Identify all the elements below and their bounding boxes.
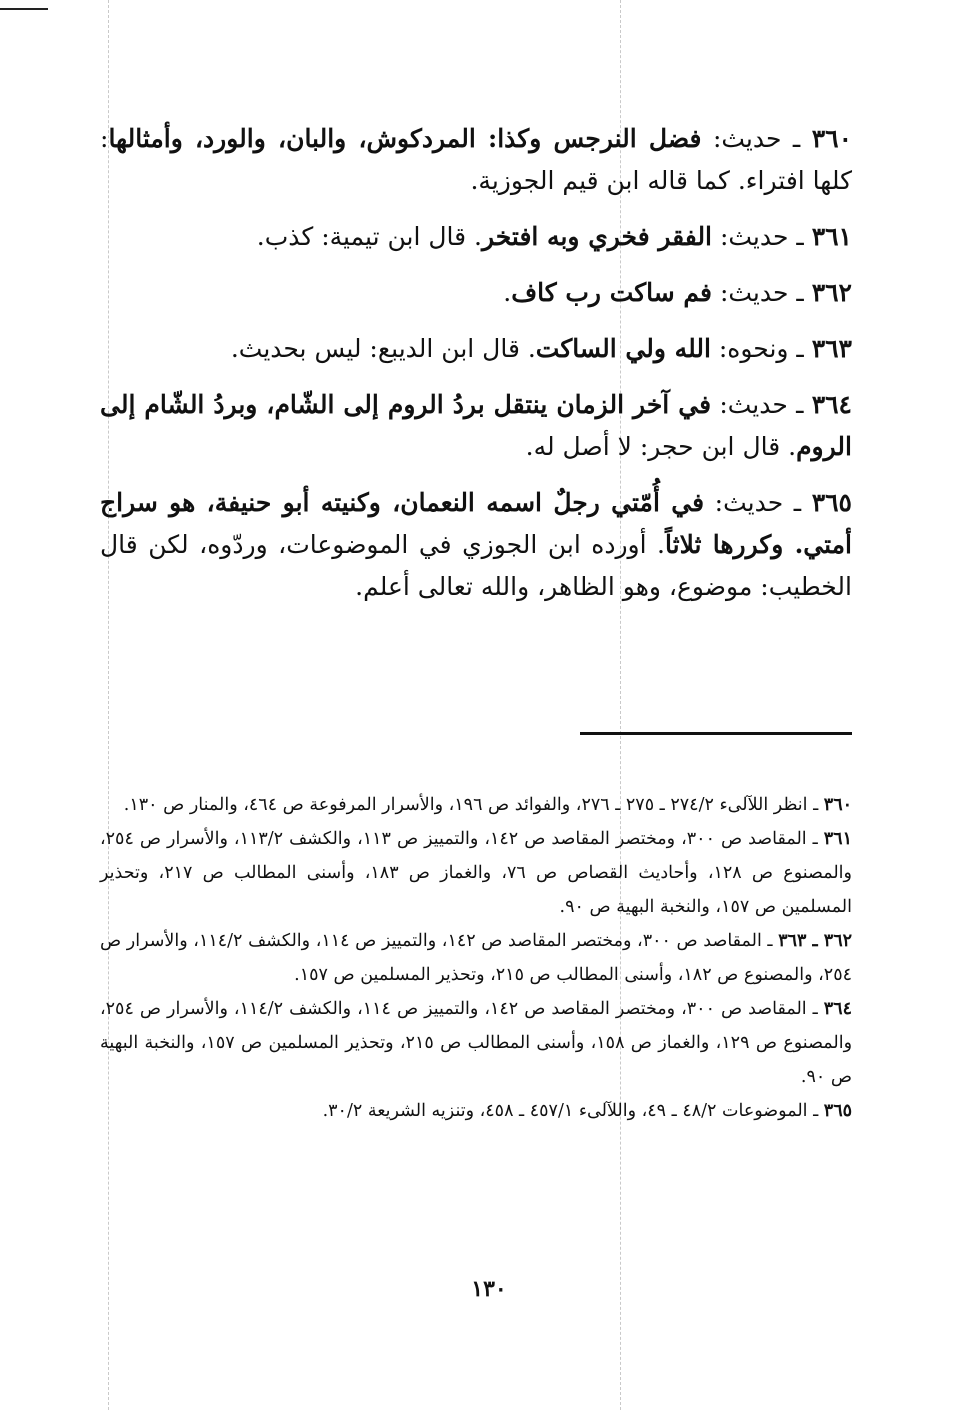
entry-number: ٣٦١ — [811, 222, 852, 251]
footnote-360 — [100, 788, 852, 822]
entry-comment: . أورده ابن الجوزي في الموضوعات، وردّوه، لكن قال الخطيب: موضوع، وهو الظاهر، والله تعالى أعلم. — [100, 530, 852, 601]
hadith-text: فم ساكت رب كاف — [511, 278, 713, 307]
entry-comment: . — [503, 278, 512, 307]
footnote-text: ـ المقاصد ص ٣٠٠، ومختصر المقاصد ص ١٤٢، والتمييز ص ١١٤، والكشف ١١٤/٢، والأسرار ص ٢٥٤، والمصنوع ص ١٨٢، وأسنى المطالب ص ٢١٥، وتحذير المسلمين ص ١٥٧. — [100, 931, 852, 985]
entry-number: ٣٦٣ — [811, 334, 852, 363]
entry-comment: . قال ابن حجر: لا أصل له. — [525, 432, 797, 461]
entry-comment: . قال ابن تيمية: كذب. — [256, 222, 482, 251]
entry-intro: ـ حديث: — [712, 278, 804, 307]
footnote-number: ٣٦٥ — [823, 1101, 852, 1121]
footnote-365 — [100, 1094, 852, 1128]
entry-intro: ـ حديث: — [701, 124, 801, 153]
entry-intro: ـ حديث: — [712, 222, 804, 251]
page-number: ١٣٠ — [471, 1276, 507, 1302]
entry-360 — [100, 118, 852, 202]
hadith-text: الله ولي الساكت — [535, 334, 711, 363]
footnotes — [100, 788, 852, 1128]
entry-361 — [100, 216, 852, 258]
entry-intro: ـ ونحوه: — [710, 334, 804, 363]
main-text — [100, 118, 852, 622]
entry-comment: . قال ابن الديبع: ليس بحديث. — [230, 334, 536, 363]
footnote-divider — [580, 732, 852, 735]
footnote-number: ٣٦٠ — [823, 795, 852, 815]
entry-number: ٣٦٠ — [811, 124, 853, 153]
footnote-text: ـ انظر اللآلىء ٢٧٤/٢ ـ ٢٧٥ ـ ٢٧٦، والفوائد ص ١٩٦، والأسرار المرفوعة ص ٤٦٤، والمنار ص ١٣٠. — [123, 795, 819, 815]
footnote-text: ـ الموضوعات ٤٨/٢ ـ ٤٩، واللآلىء ٤٥٧/١ ـ ٤٥٨، وتنزيه الشريعة ٣٠/٢. — [322, 1101, 819, 1121]
footnote-text: ـ المقاصد ص ٣٠٠، ومختصر المقاصد ص ١٤٢، والتمييز ص ١١٣، والكشف ١١٣/٢، والأسرار ص ٢٥٤، والمصنوع ص ١٢٨، وأحاديث القصاص ص ٧٦، والغماز ص ١٨٣، وأسنى المطالب ص ٢١٧، وتحذير المسلمين ص ١٥٧، والنخبة البهية ص ٩٠. — [100, 829, 852, 917]
entry-365 — [100, 482, 852, 608]
hadith-text: الفقر فخري وبه افتخر — [481, 222, 713, 251]
hadith-text: في آخر الزمان ينتقل بردُ الروم إلى الشّام، وبردُ الشّام إلى الروم — [100, 390, 852, 461]
footnote-text: ـ المقاصد ص ٣٠٠، ومختصر المقاصد ص ١٤٢، والتمييز ص ١١٤، والكشف ١١٤/٢، والأسرار ص ٢٥٤، والمصنوع ص ١٢٩، والغماز ص ١٥٨، وأسنى المطالب ص ٢١٥، وتحذير المسلمين ص ١٥٧، والنخبة البهية ص ٩٠. — [100, 999, 853, 1087]
footnote-number: ٣٦٢ ـ ٣٦٣ — [778, 931, 852, 951]
entry-intro: ـ حديث: — [704, 488, 802, 517]
footnote-number: ٣٦٤ — [823, 999, 852, 1019]
entry-number: ٣٦٢ — [811, 278, 852, 307]
entry-number: ٣٦٥ — [811, 488, 852, 517]
footnote-361 — [100, 822, 852, 924]
entry-362 — [100, 272, 852, 314]
corner-mark — [0, 8, 48, 10]
footnote-362-363 — [100, 924, 852, 992]
hadith-text: في أُمّتي رجلٌ اسمه النعمان، وكنيته أبو حنيفة، هو سراج أمتي. وكررها ثلاثاً — [100, 488, 853, 559]
hadith-text: فضل النرجس وكذا: المردكوش، والبان، والورد، وأمثالها — [108, 124, 702, 153]
entry-intro: ـ حديث: — [711, 390, 804, 419]
entry-363 — [100, 328, 852, 370]
entry-number: ٣٦٤ — [811, 390, 852, 419]
footnote-number: ٣٦١ — [823, 829, 852, 849]
entry-comment: : كلها افتراء. كما قاله ابن قيم الجوزية. — [100, 124, 852, 195]
entry-364 — [100, 384, 852, 468]
footnote-364 — [100, 992, 852, 1094]
